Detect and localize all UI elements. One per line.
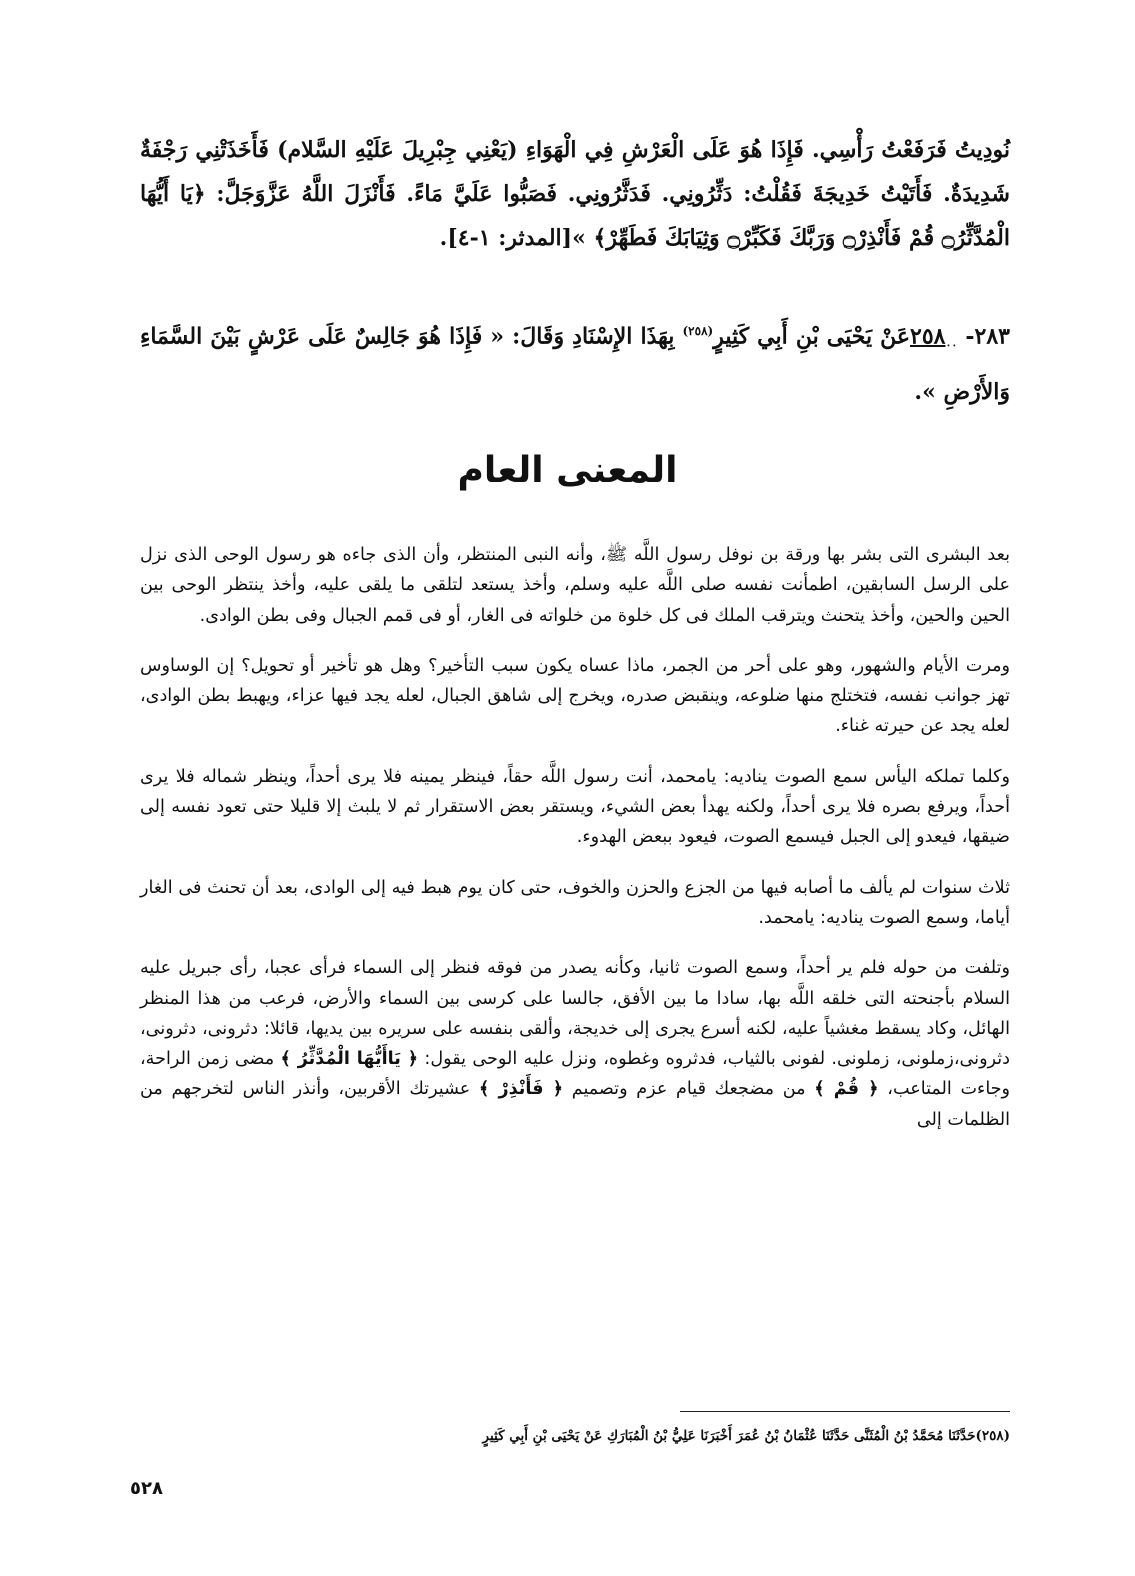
footnote-marker: (٢٥٨) [682, 324, 714, 338]
quran-verse-2: ﴿ قُمْ ﴾ [814, 1079, 879, 1100]
hadith-283 [140, 308, 1010, 415]
commentary-body [140, 540, 1010, 1155]
hadith-ref-sub: ٠٠ [945, 338, 958, 352]
quran-verse-1: ﴿ يَاأَيُّهَا الْمُدَّثِّرُ ﴾ [280, 1049, 419, 1070]
quran-verse-3: ﴿ فَأَنْذِرْ ﴾ [478, 1079, 564, 1100]
page-number: ٥٢٨ [130, 1478, 163, 1499]
hadith-text-a: عَنْ يَحْيَى بْنِ أَبِي كَثِيرٍ [713, 323, 911, 350]
hadith-continuation [140, 128, 1010, 260]
paragraph-5 [140, 953, 1010, 1135]
paragraph-1: بعد البشرى التى بشر بها ورقة بن نوفل رسول اللَّه ﷺ، وأنه النبى المنتظر، وأن الذى جاءه هو رسول الوحى الذى نزل على الرسل السابقين، اطمأنت نفسه صلى اللَّه عليه وسلم، وأخذ يستعد لتلقى ما يلقى عليه، وأخذ ينتظر الوحى بين الحين والحين، وأخذ يتحنث ويترقب الملك فى كل خلوة من خلواته فى الغار، أو فى قمم الجبال وفى بطن الوادى. [140, 545, 1010, 626]
footnote: (٢٥٨)حَدَّثَنَا مُحَمَّدُ بْنُ الْمُثَنَّى حَدَّثَنَا عُثْمَانُ بْنُ عُمَرَ أَخْبَرَنَا عَلِيُّ بْنُ الْمُبَارَكِ عَنْ يَحْيَى بْنِ أَبِي كَثِيرٍ [482, 1428, 1010, 1444]
paragraph-5-part-a: وتلفت من حوله فلم ير أحداً، وسمع الصوت ثانيا، وكأنه يصدر من فوقه فنظر إلى السماء فرأى عجبا، رأى جبريل عليه السلام بأجنحته التى خلقه اللَّه بها، سادا ما بين الأفق، جالسا على كرسى بين السماء والأرض، فرعب من هذا المنظر الهائل، وكاد يسقط مغشياً عليه، لكنه أسرع يجرى إلى خديجة، وألقى بنفسه على سريره بين يديها، قائلا: دثرونى، دثرونى، دثرونى،زملونى، زملونى. لفونى بالثياب، فدثروه وغطوه، ونزل عليه الوحى يقول: [140, 958, 1011, 1070]
hadith-text-b: بِهَذَا الإِسْنَادِ وَقَالَ: « فَإِذَا هُوَ جَالِسٌ عَلَى عَرْشٍ بَيْنَ السَّمَاءِ وَالأَرْضِ ». [140, 323, 1010, 405]
footnote-divider [680, 1411, 1010, 1412]
paragraph-5-part-b: مضى زمن الراحة، وجاءت المتاعب، [140, 1049, 1011, 1100]
section-heading: المعنى العام [457, 450, 678, 491]
hadith-ref-number: ٢٥٨ [910, 323, 946, 350]
paragraph-3: وكلما تملكه اليأس سمع الصوت يناديه: يامحمد، أنت رسول اللَّه حقاً، فينظر يمينه فلا يرى أحداً، وينظر شماله فلا يرى أحداً، ويرفع بصره فلا يرى أحداً، ولكنه يهدأ بعض الشيء، ويستقر بعض الاستقرار ثم لا يلبث إلا قليلا حتى تعود نفسه إلى ضيقها، فيعدو إلى الجبل فيسمع الصوت، فيعود ببعض الهدوء. [140, 766, 1010, 848]
hadith-number: ٢٨٣- [965, 323, 1010, 350]
paragraph-2: ومرت الأيام والشهور، وهو على أحر من الجمر، ماذا عساه يكون سبب التأخير؟ وهل هو تأخير أو تحويل؟ إن الوساوس تهز جوانب نفسه، فتختلج منها ضلوعه، وينقبض صدره، ويخرج إلى شاهق الجبال، لعله يجد فيها عزاء، ويهبط بطن الوادى، لعله يجد عن حيرته غناء. [140, 655, 1010, 737]
paragraph-5-part-d: عشيرتك الأقربين، وأنذر الناس لتخرجهم من الظلمات إلى [140, 1079, 1010, 1130]
paragraph-4: ثلاث سنوات لم يألف ما أصابه فيها من الجزع والحزن والخوف، حتى كان يوم هبط فيه إلى الوادى، بعد أن تحنث فى الغار أياما، وسمع الصوت يناديه: يامحمد. [140, 877, 1010, 928]
hadith-continuation-text: نُودِيتُ فَرَفَعْتُ رَأْسِي. فَإِذَا هُوَ عَلَى الْعَرْشِ فِي الْهَوَاءِ (يَعْنِي جِبْرِيلَ عَلَيْهِ السَّلام) فَأَخَذَتْنِي رَجْفَةٌ شَدِيدَةٌ. فَأَتَيْتُ خَدِيجَةَ فَقُلْتُ: دَثِّرُونِي. فَدَثَّرُونِي. فَصَبُّوا عَلَيَّ مَاءً. فَأَنْزَلَ اللَّهُ عَزَّوَجَلَّ: ﴿يَا أَيُّهَا الْمُدَّثِّرُ۝ قُمْ فَأَنْذِرْ۝ وَرَبَّكَ فَكَبِّرْ۝ وَثِيَابَكَ فَطَهِّرْ﴾ »[المدثر: ١-٤]. [140, 137, 1010, 251]
paragraph-5-part-c: من مضجعك قيام عزم وتصميم [571, 1079, 806, 1100]
